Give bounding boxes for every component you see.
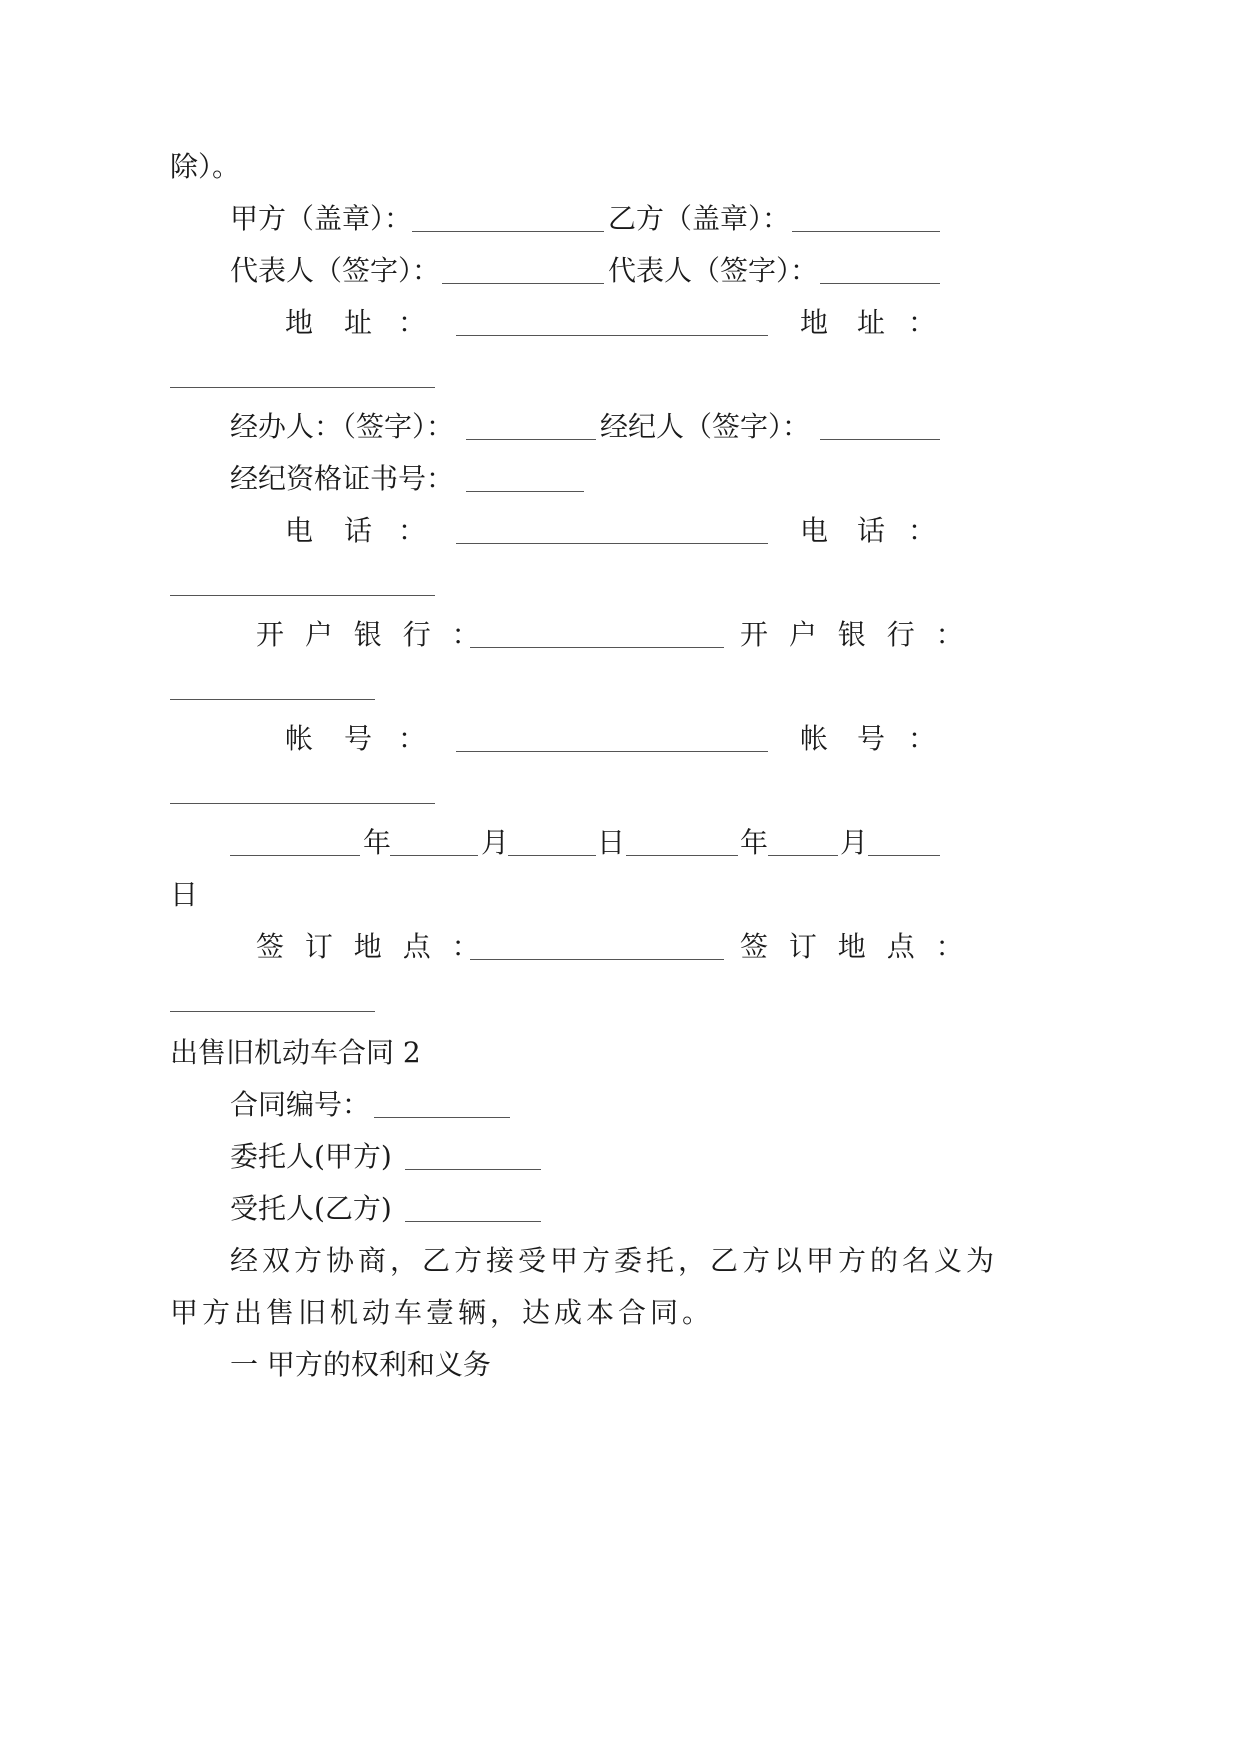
party-b-seal-label: 乙方（盖章）： (608, 202, 791, 235)
blank-field (390, 855, 478, 856)
text-fragment: 除）。 (170, 150, 241, 183)
clause-title: 一 甲方的权利和义务 (230, 1348, 491, 1381)
broker-label: 经纪人（签字）： (600, 410, 811, 443)
place-label-a: 签 订 地 点 ： (256, 930, 486, 963)
blank-field (456, 751, 768, 752)
contract-number-line (0, 1081, 1241, 1129)
section-heading (0, 1029, 1241, 1077)
text-fragment: 年 (740, 826, 769, 859)
blank-field (442, 283, 604, 284)
agent-line (0, 1185, 1241, 1233)
principal-line (0, 1133, 1241, 1181)
party-b-representative-label: 代表人（签字）： (608, 254, 819, 287)
text-fragment: 地 (800, 306, 829, 339)
paragraph-text: 经双方协商，乙方接受甲方委托，乙方以甲方的名义为 (230, 1244, 999, 1277)
place-label-b: 签 订 地 点 ： (740, 930, 970, 963)
party-a-representative-label: 代表人（签字）： (230, 254, 441, 287)
text-fragment: 电 (285, 514, 314, 547)
blank-field (470, 959, 724, 960)
text-fragment: 址 (344, 306, 373, 339)
signature-line-agent (0, 403, 1241, 451)
blank-field (466, 491, 584, 492)
bank-label-b: 开 户 银 行 ： (740, 618, 970, 651)
paragraph-text: 甲方出售旧机动车壹辆，达成本合同。 (170, 1296, 715, 1329)
place-line (0, 923, 1241, 971)
text-fragment: 日 (597, 826, 626, 859)
date-line-end (0, 871, 1241, 919)
blank-field (792, 231, 940, 232)
date-line (0, 819, 1241, 867)
text-fragment: ： (398, 722, 427, 755)
text-fragment: 号 (344, 722, 373, 755)
paragraph-line (0, 1237, 1241, 1285)
phone-line (0, 507, 1241, 555)
agent-label: 受托人(乙方) (230, 1192, 392, 1225)
text-fragment: 话 (857, 514, 886, 547)
certificate-line (0, 455, 1241, 503)
blank-field (820, 439, 940, 440)
signature-line-seal (0, 195, 1241, 243)
text-fragment: 年 (363, 826, 392, 859)
blank-field (868, 855, 940, 856)
blank-field (470, 647, 724, 648)
paragraph-line (0, 1289, 1241, 1337)
text-fragment: 话 (344, 514, 373, 547)
blank-field (626, 855, 738, 856)
blank-field (170, 595, 435, 596)
text-fragment: ： (398, 306, 427, 339)
text-fragment: 电 (800, 514, 829, 547)
party-a-seal-label: 甲方（盖章）： (230, 202, 413, 235)
text-fragment: 地 (285, 306, 314, 339)
blank-field (170, 1011, 375, 1012)
text-fragment: ： (908, 722, 937, 755)
text-fragment: 月 (840, 826, 869, 859)
text-fragment: 日 (170, 878, 199, 911)
blank-field (508, 855, 596, 856)
blank-field (170, 699, 375, 700)
blank-field (456, 543, 768, 544)
blank-field (230, 855, 360, 856)
text-fragment: ： (908, 306, 937, 339)
text-fragment: ： (398, 514, 427, 547)
clause-heading (0, 1341, 1241, 1389)
contract-title: 出售旧机动车合同 2 (170, 1036, 421, 1069)
blank-field (768, 855, 838, 856)
blank-field (170, 387, 435, 388)
bank-label-a: 开 户 银 行 ： (256, 618, 486, 651)
blank-field (405, 1169, 541, 1170)
text-fragment: ： (908, 514, 937, 547)
signature-line-representative (0, 247, 1241, 295)
blank-field (466, 439, 596, 440)
blank-field (405, 1221, 541, 1222)
text-fragment: 帐 (800, 722, 829, 755)
blank-field (170, 803, 435, 804)
account-line (0, 715, 1241, 763)
text-fragment: 号 (857, 722, 886, 755)
principal-label: 委托人(甲方) (230, 1140, 392, 1173)
text-fragment: 帐 (285, 722, 314, 755)
text-fragment: 址 (857, 306, 886, 339)
bank-line (0, 611, 1241, 659)
blank-field (412, 231, 604, 232)
handler-label: 经办人：（签字）： (230, 410, 455, 443)
certificate-label: 经纪资格证书号： (230, 462, 455, 495)
blank-field (820, 283, 940, 284)
text-fragment: 月 (481, 826, 510, 859)
paragraph-line (0, 143, 1241, 191)
address-line (0, 299, 1241, 347)
blank-field (374, 1117, 510, 1118)
contract-number-label: 合同编号： (230, 1088, 371, 1121)
blank-field (456, 335, 768, 336)
